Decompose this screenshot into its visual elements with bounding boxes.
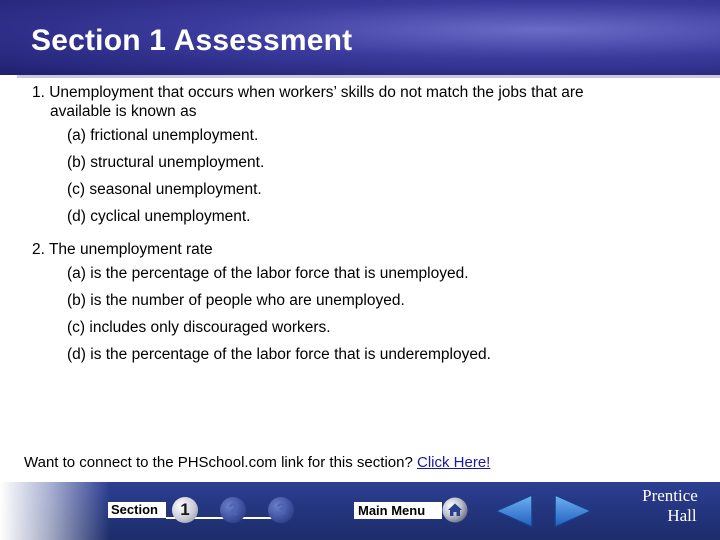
- page-title: Section 1 Assessment: [31, 24, 353, 57]
- logo-line-2: Hall: [667, 506, 697, 525]
- prentice-hall-logo: [630, 486, 710, 536]
- section-2-button[interactable]: 2: [220, 497, 246, 523]
- question-1-line-1: 1. Unemployment that occurs when workers’ skills do not match the jobs that are: [32, 84, 584, 101]
- phschool-link-line: [24, 454, 490, 471]
- question-1-option-c: (c) seasonal unemployment.: [67, 181, 262, 198]
- logo-line-1: Prentice: [642, 486, 698, 505]
- question-1-option-a: (a) frictional unemployment.: [67, 127, 259, 144]
- question-1-option-b: (b) structural unemployment.: [67, 154, 265, 171]
- question-2-line-1: 2. The unemployment rate: [32, 241, 213, 258]
- link-prompt: Want to connect to the PHSchool.com link for this section?: [24, 454, 413, 471]
- question-1-line-2: available is known as: [50, 103, 197, 120]
- main-menu-button[interactable]: Main Menu: [354, 502, 442, 519]
- question-2-option-a: (a) is the percentage of the labor force that is unemployed.: [67, 265, 469, 282]
- section-label[interactable]: Section: [108, 502, 166, 518]
- section-1-button[interactable]: 1: [172, 497, 198, 523]
- home-icon[interactable]: [442, 497, 468, 523]
- nav-bar-fade: [0, 482, 110, 540]
- click-here-link[interactable]: Click Here!: [416, 454, 491, 471]
- previous-arrow-icon[interactable]: [492, 492, 536, 530]
- question-2-option-c: (c) includes only discouraged workers.: [67, 319, 331, 336]
- question-2-option-b: (b) is the number of people who are unemployed.: [67, 292, 405, 309]
- next-arrow-icon[interactable]: [551, 492, 595, 530]
- question-2-option-d: (d) is the percentage of the labor force that is underemployed.: [67, 346, 491, 363]
- section-3-button[interactable]: 3: [268, 497, 294, 523]
- question-1-option-d: (d) cyclical unemployment.: [67, 208, 251, 225]
